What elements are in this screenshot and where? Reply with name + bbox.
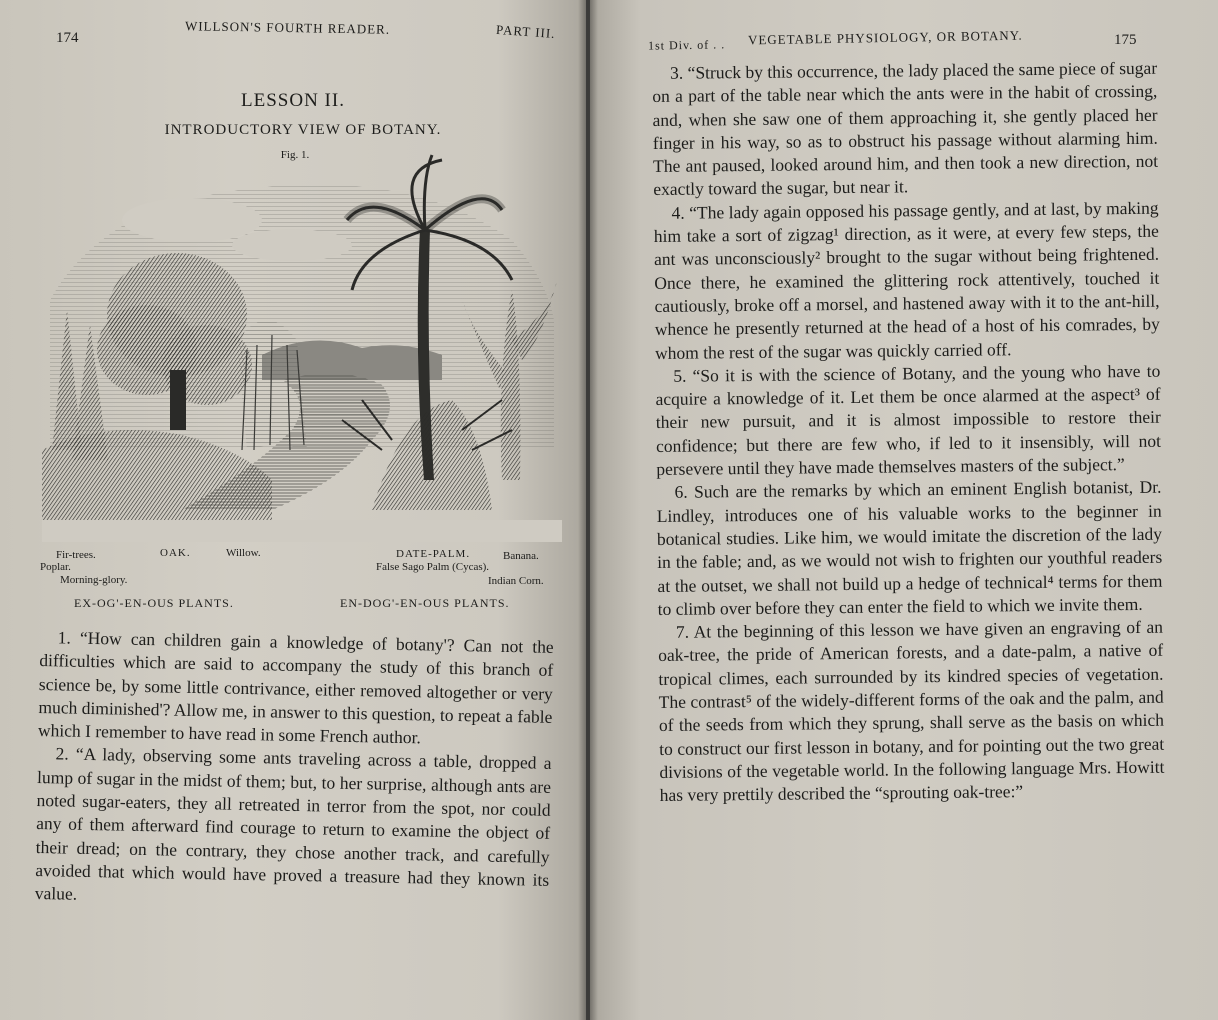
paragraph-1: 1. “How can children gain a knowledge of botany'? Can not the difficulties which are said to accompany the study of this branch of science be, by some little contrivance, either removed altogether or very much diminished'? Allow me, in answer to this question, to repeat a fable which I remember to have read in some French author. — [37, 627, 554, 748]
caption-banana: Banana. — [503, 550, 539, 562]
caption-oak: OAK. — [160, 547, 191, 559]
running-head-left: WILLSON'S FOURTH READER. — [184, 18, 391, 37]
caption-date-palm: DATE-PALM. — [396, 548, 471, 560]
caption-willow: Willow. — [226, 547, 261, 559]
left-body-text — [35, 626, 554, 915]
paragraph-3: 3. “Struck by this occurrence, the lady placed the same piece of sugar on a part of the table near which the ants were in the habit of crossing, and, when she saw one of them approaching it, she gently placed her finger in his way, so as to obstruct his passage without alarming him. The ant paused, looked around him, and then took a new direction, not exactly toward the sugar, but near it. — [652, 57, 1159, 200]
page-number-left: 174 — [56, 30, 79, 46]
running-head-right: VEGETABLE PHYSIOLOGY, OR BOTANY. — [747, 27, 1023, 48]
caption-fir-trees: Fir-trees. — [56, 549, 96, 561]
page-number-right: 175 — [1114, 32, 1137, 48]
caption-indian-corn: Indian Corn. — [488, 575, 544, 587]
paragraph-7: 7. At the beginning of this lesson we have given an engraving of an oak-tree, the pride of American forests, and a date-palm, a native of tropical climes, each surrounded by its kindred species of vegetation. The contrast⁵ of the widely-different forms of the oak and the palm, and of the seeds from which they sprung, shall serve as the basis on which to construct our first lesson in botany, and for pointing out the two great divisions of the vegetable world. In the following language Mrs. Howitt has very prettily described the “sprouting oak-tree:” — [658, 616, 1165, 806]
caption-false-sago-palm: False Sago Palm (Cycas). — [376, 561, 490, 573]
right-body-text — [652, 57, 1165, 808]
division-label: 1st Div. of . . — [647, 37, 726, 53]
left-page — [0, 0, 586, 1020]
caption-morning-glory: Morning-glory. — [60, 574, 128, 586]
paragraph-2: 2. “A lady, observing some ants traveling across a table, dropped a lump of sugar in the midst of them; but, to her surprise, although ants are noted sugar-eaters, they all retreated in terror from the spot, nor could any of them afterward find courage to return to examine the object of their dread; on the contrary, they chose another track, and carefully avoided that which would have proved a treasure had they known its value. — [34, 743, 552, 905]
paragraph-5: 5. “So it is with the science of Botany, and the young who have to acquire a knowledge of it. Let them be once alarmed at the aspect³ of their new pursuit, and it is almost impossible to restore their confidence; but there are few who, if led to it insensibly, will not persevere until they have made themselves masters of the subject.” — [655, 360, 1162, 480]
lesson-title: LESSON II. — [241, 90, 345, 111]
caption-poplar: Poplar. — [40, 561, 71, 573]
group-exogenous: EX-OG'-EN-OUS PLANTS. — [74, 596, 234, 610]
figure-label: Fig. 1. — [280, 149, 310, 161]
lesson-subtitle: INTRODUCTORY VIEW OF BOTANY. — [164, 122, 442, 138]
group-endogenous: EN-DOG'-EN-OUS PLANTS. — [340, 596, 510, 610]
part-label: PART III. — [495, 21, 557, 42]
paragraph-4: 4. “The lady again opposed his passage gently, and at last, by making him take a sort of zigzag¹ direction, as it were, at every few steps, the ant was unconsciously² brought to the sugar without being frightened. Once there, he examined the glittering rock attentively, touched it cautiously, broke off a morsel, and hastened away with it to the ant-hill, whence he presently returned at the head of a host of his comrades, by whom the rest of the sugar was quickly carried off. — [653, 197, 1160, 363]
botany-engraving — [42, 150, 562, 542]
book-gutter — [578, 0, 598, 1020]
paragraph-6: 6. Such are the remarks by which an eminent English botanist, Dr. Lindley, introduces one of his valuable works to the beginner in botanical studies. Like him, we would imitate the discretion of the lady in the fable; and, as we would not wish to frighten our youthful readers at the outset, we shall not build up a hedge of technical⁴ terms for them to climb over before they can enter the field to which we invite them. — [656, 477, 1163, 619]
